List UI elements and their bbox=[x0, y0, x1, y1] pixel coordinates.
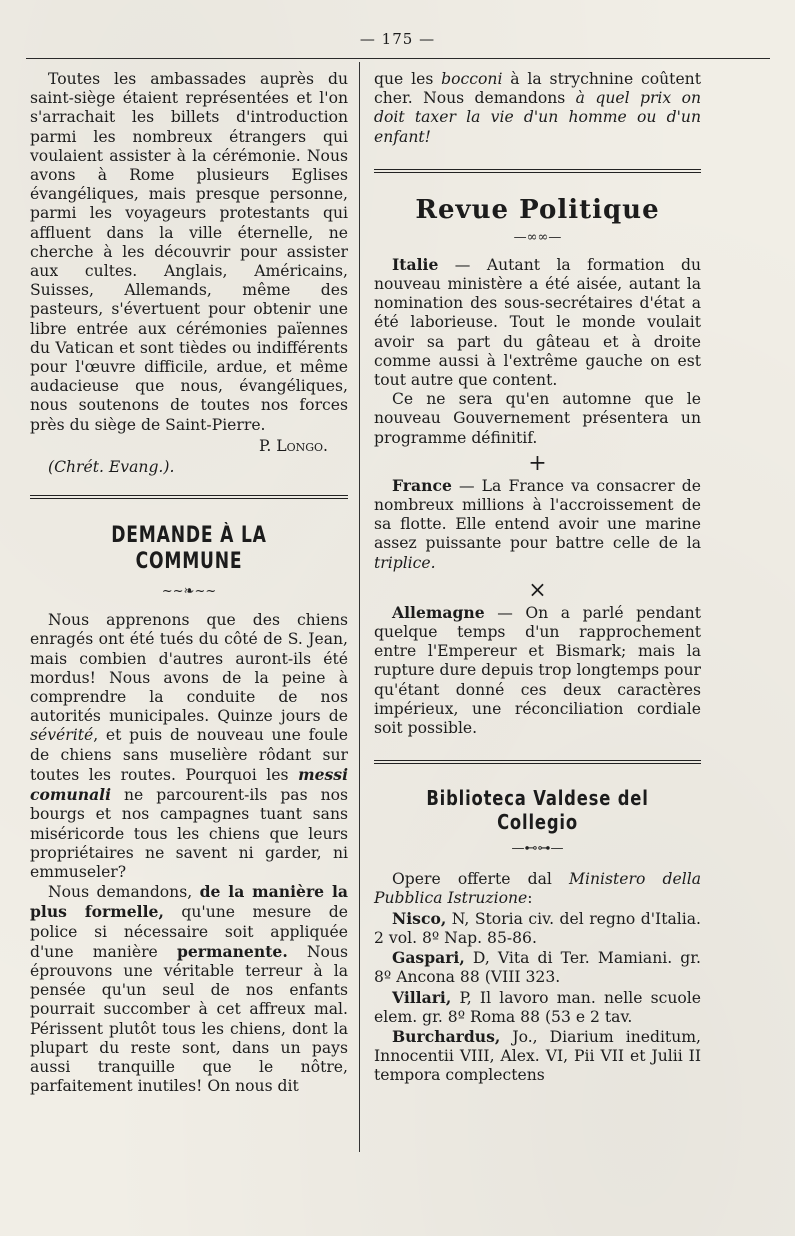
bibliography-entry bbox=[374, 909, 701, 948]
text-run: — Autant la formation du nouveau ministère a été aisée, autant la nomination des sous-secrétaires d'état a été laborieuse. Tout le monde voulait avoir sa part du gâteau et à droite comme aussi à l'extrême gauche on est tout autre que content. bbox=[374, 255, 701, 390]
bold-text: de la manière la plus formelle, bbox=[30, 882, 349, 922]
article-paragraph: Ce ne sera qu'en automne que le nouveau Gouvernement présentera un programme définitif. bbox=[374, 390, 701, 447]
column-divider bbox=[359, 62, 360, 1152]
article-source: (Chrét. Evang.). bbox=[48, 458, 175, 477]
italic-text: triplice. bbox=[374, 553, 436, 572]
article-paragraph bbox=[30, 882, 348, 1096]
text-run: qu'une mesure de police si nécessaire soit appliquée d'une manière bbox=[30, 903, 348, 961]
page-number: — 175 — bbox=[359, 30, 436, 48]
article-paragraph bbox=[374, 603, 701, 738]
country-label: France bbox=[392, 475, 452, 495]
ornament: —⊷⊶— bbox=[511, 841, 564, 857]
text-run: D, Vita di Ter. Mamiani. gr. 8º Ancona 88 (VIII 323. bbox=[374, 949, 701, 987]
article-paragraph: Toutes les ambassades auprès du saint-siège étaient représentées et l'on s'arrachait les billets d'introduction parmi les nombreux étrangers qui voulaient assister à la cérémonie. Nous avons à Rome plusieurs Eglises évangéliques, mais presque personne, parmi les voyageurs protestants qui affluent dans la ville éternelle, ne cherche à les découvrir pour assister aux cultes. Anglais, Américains, Suisses, Allemands, même des pasteurs, s'évertuent pour obtenir une libre entrée aux cérémonies païennes du Vatican et sont tièdes ou indifférents pour l'œuvre difficile, ardue, et même audacieuse que nous, évangéliques, nous soutenons de toutes nos forces près du siège de Saint-Pierre. bbox=[30, 70, 348, 434]
header-rule bbox=[26, 58, 770, 59]
text-run: — La France va consacrer de nombreux millions à l'accroissement de sa flotte. Elle entend avoir une marine assez puissante pour battre celle de la bbox=[374, 476, 701, 553]
bibliography-entry bbox=[374, 1027, 701, 1086]
text-run: que les bbox=[374, 70, 442, 88]
italic-text: à quel prix on doit taxer la vie d'un homme ou d'un enfant! bbox=[374, 89, 701, 146]
text-run: , et puis de nouveau une foule de chiens sans muselière rôdant sur toutes les routes. Pourquoi les bbox=[30, 726, 348, 784]
author-name: Gaspari, bbox=[392, 948, 465, 968]
text-run: Nous éprouvons une véritable terreur à la pensée qu'un seul de nos enfants pourrait succomber à cet affreux mal. Périssent plutôt tous les chiens, dont la plupart du reste sont, dans un pays aussi tranquille que le nôtre, parfaitement inutiles! On nous dit bbox=[30, 942, 348, 1096]
italic-text: bocconi bbox=[441, 70, 503, 88]
text-run: P, Il lavoro man. nelle scuole elem. gr. 8º Roma 88 (53 e 2 tav. bbox=[374, 988, 701, 1026]
section-rule bbox=[30, 495, 348, 499]
article-paragraph bbox=[30, 611, 348, 882]
bibliography-entry bbox=[374, 988, 701, 1027]
text-run: Nous apprenons que des chiens enragés ont été tués du côté de S. Jean, mais combien d'autres auront-ils été mordus! Nous avons de la peine à comprendre la conduite de nos autorités municipales. Quinze jours de bbox=[30, 611, 348, 726]
bibliography-entry bbox=[374, 948, 701, 987]
italic-text: messi comunali bbox=[30, 764, 348, 805]
separator-cross: + bbox=[528, 450, 547, 476]
text-run: Nous demandons, bbox=[48, 883, 200, 902]
separator-cross: × bbox=[528, 577, 547, 603]
text-run: ne parcourent-ils pas nos bourgs et nos campagnes tuant sans miséricorde tous les chiens que leurs propriétaires ne savent ni garder, ni emmuseler? bbox=[30, 786, 348, 881]
text-run: N, Storia civ. del regno d'Italia. 2 vol. 8º Nap. 85-86. bbox=[374, 909, 701, 947]
bold-text: permanente. bbox=[176, 941, 288, 961]
section-title: Biblioteca Valdese del Collegio bbox=[426, 786, 649, 835]
country-label: Allemagne bbox=[392, 602, 485, 622]
section-rule bbox=[374, 169, 701, 173]
article-paragraph bbox=[374, 870, 701, 908]
article-signature: P. Longo. bbox=[258, 436, 328, 455]
italic-text: Ministero della Pubblica Istruzione bbox=[374, 870, 702, 908]
section-title: Revue Politique bbox=[415, 194, 660, 225]
ornament: —∞∞— bbox=[513, 229, 562, 245]
author-name: Burchardus, bbox=[392, 1026, 501, 1046]
left-column bbox=[30, 70, 348, 1096]
text-run: — On a parlé pendant quelque temps d'un rapprochement entre l'Empereur et Bismark; mais la rupture dure depuis trop longtemps pour qu'étant donné ces deux caractères impérieux, une réconciliation cordiale soit possible. bbox=[374, 603, 701, 738]
text-run: Jo., Diarium ineditum, Innocentii VIII, Alex. VI, Pii VII et Julii II tempora complectens bbox=[374, 1027, 701, 1085]
section-rule bbox=[374, 760, 701, 764]
author-name: Nisco, bbox=[392, 908, 447, 928]
right-column bbox=[374, 70, 701, 1086]
article-paragraph bbox=[374, 476, 701, 573]
text-run: Opere offerte dal bbox=[392, 870, 570, 889]
country-label: Italie bbox=[392, 254, 439, 274]
text-run: : bbox=[527, 889, 533, 908]
section-title: DEMANDE À LA COMMUNE bbox=[111, 523, 267, 575]
ornament: ~~❧~~ bbox=[161, 584, 217, 600]
author-name: Villari, bbox=[392, 987, 452, 1007]
italic-text: sévérité bbox=[30, 726, 94, 745]
text-run: à la strychnine coûtent cher. Nous demandons bbox=[374, 70, 701, 108]
article-paragraph bbox=[374, 70, 701, 147]
article-paragraph bbox=[374, 255, 701, 390]
